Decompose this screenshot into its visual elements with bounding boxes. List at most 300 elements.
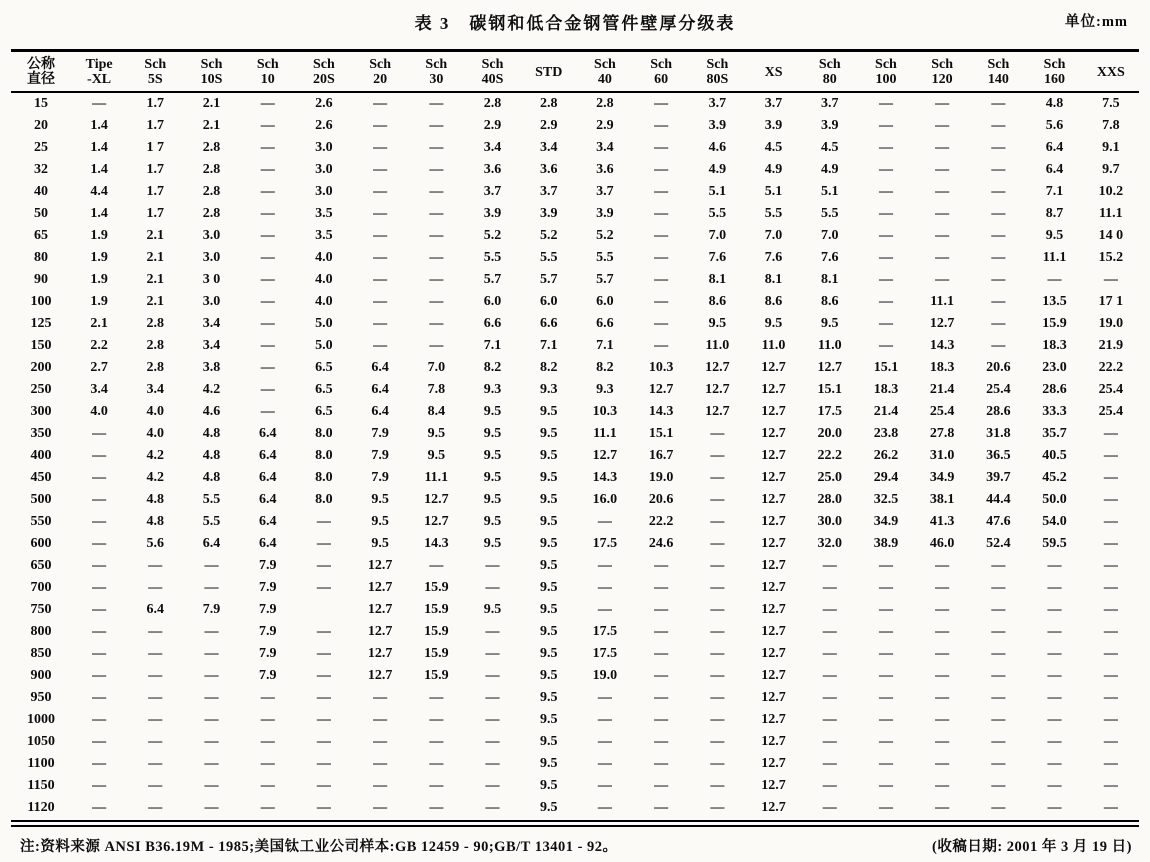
value-cell: 2.8 — [146, 338, 165, 353]
value-cell: — — [373, 734, 388, 749]
value-cell: — — [878, 338, 893, 353]
value-cell: 1.9 — [90, 272, 108, 287]
value-cell: — — [710, 734, 725, 749]
value-cell: 7.9 — [258, 580, 277, 595]
value-cell: — — [148, 800, 163, 815]
value-cell: — — [597, 514, 612, 529]
value-cell: — — [92, 624, 107, 639]
value-cell: 34.9 — [929, 470, 955, 485]
value-cell: 25.0 — [817, 470, 842, 485]
value-cell: 7.9 — [258, 558, 277, 573]
value-cell: — — [373, 96, 388, 111]
value-cell: 9.5 — [483, 492, 502, 507]
value-cell: — — [710, 668, 725, 683]
value-cell: — — [316, 646, 331, 661]
value-cell: 4.0 — [146, 404, 165, 419]
value-cell: — — [991, 272, 1006, 287]
value-cell: 6.0 — [483, 294, 502, 309]
value-cell: 8.0 — [315, 492, 333, 507]
value-cell: — — [373, 316, 388, 331]
value-cell: 4.2 — [202, 382, 221, 397]
value-cell: — — [654, 272, 669, 287]
value-cell: — — [1047, 734, 1062, 749]
value-cell: 12.7 — [761, 492, 786, 507]
value-cell: 12.7 — [761, 624, 786, 639]
value-cell: — — [92, 558, 107, 573]
value-cell: 8.1 — [820, 272, 839, 287]
value-cell: 9.5 — [539, 668, 558, 683]
value-cell: — — [429, 316, 444, 331]
value-cell: 3.9 — [539, 206, 558, 221]
value-cell: — — [260, 382, 275, 397]
value-cell: — — [654, 294, 669, 309]
value-cell: 6.4 — [1045, 140, 1064, 155]
table-row — [11, 511, 1139, 533]
value-cell: — — [991, 140, 1006, 155]
value-cell: — — [429, 294, 444, 309]
column-header: 公称 直径 — [11, 51, 71, 93]
value-cell: — — [1103, 668, 1118, 683]
value-cell: — — [92, 96, 107, 111]
value-cell: 3.0 — [315, 184, 333, 199]
value-cell: 2.8 — [596, 96, 614, 111]
value-cell: — — [878, 624, 893, 639]
value-cell: — — [92, 778, 107, 793]
value-cell: 4.0 — [90, 404, 108, 419]
value-cell: — — [485, 712, 500, 727]
value-cell: — — [935, 184, 950, 199]
value-cell: — — [1047, 624, 1062, 639]
value-cell: 1.9 — [90, 228, 108, 243]
value-cell: 12.7 — [761, 514, 786, 529]
value-cell: 17.5 — [592, 646, 618, 661]
column-header: Sch 80 — [802, 51, 858, 93]
table-row — [11, 753, 1139, 775]
value-cell: 47.6 — [986, 514, 1011, 529]
value-cell: 7.9 — [258, 602, 277, 617]
value-cell: 46.0 — [929, 536, 955, 551]
value-cell: 7.9 — [202, 602, 221, 617]
value-cell: — — [991, 228, 1006, 243]
value-cell: 21.4 — [929, 382, 955, 397]
value-cell: 6.5 — [315, 382, 333, 397]
value-cell: — — [260, 96, 275, 111]
value-cell: — — [204, 690, 219, 705]
value-cell: 5.6 — [146, 536, 165, 551]
value-cell: 8.4 — [427, 404, 446, 419]
value-cell: 2.1 — [146, 294, 165, 309]
value-cell: 1.7 — [146, 184, 165, 199]
value-cell: 4.4 — [90, 184, 108, 199]
value-cell: 3.8 — [202, 360, 221, 375]
value-cell: 10.3 — [648, 360, 674, 375]
value-cell: 11.0 — [705, 338, 730, 353]
value-cell: 12.7 — [761, 668, 786, 683]
value-cell: 3.9 — [708, 118, 727, 133]
value-cell: — — [991, 756, 1006, 771]
value-cell: — — [1047, 580, 1062, 595]
value-cell: 7.0 — [427, 360, 446, 375]
value-cell: — — [260, 228, 275, 243]
nominal-diameter-cell: 50 — [34, 206, 48, 221]
value-cell: — — [373, 778, 388, 793]
value-cell: — — [485, 778, 500, 793]
value-cell: — — [148, 668, 163, 683]
value-cell: 1.4 — [90, 118, 108, 133]
value-cell: — — [1047, 602, 1062, 617]
value-cell: 38.1 — [929, 492, 955, 507]
value-cell: 12.7 — [761, 558, 786, 573]
value-cell: 5.1 — [764, 184, 783, 199]
value-cell: — — [92, 668, 107, 683]
value-cell: 9.5 — [371, 514, 389, 529]
value-cell: 5.7 — [539, 272, 558, 287]
column-header: Sch 100 — [858, 51, 914, 93]
value-cell: 12.7 — [817, 360, 842, 375]
value-cell: 21.4 — [873, 404, 899, 419]
value-cell: 22.2 — [1098, 360, 1124, 375]
value-cell: — — [260, 778, 275, 793]
value-cell: 1.4 — [90, 140, 108, 155]
value-cell: 3.0 — [315, 140, 333, 155]
value-cell: 7.0 — [708, 228, 727, 243]
value-cell: 3.0 — [202, 228, 221, 243]
value-cell: — — [373, 162, 388, 177]
value-cell: — — [654, 756, 669, 771]
value-cell: — — [148, 778, 163, 793]
value-cell: — — [92, 492, 107, 507]
value-cell: — — [878, 668, 893, 683]
table-row — [11, 577, 1139, 599]
nominal-diameter-cell: 750 — [30, 602, 52, 617]
value-cell: — — [822, 624, 837, 639]
value-cell: 5.0 — [315, 316, 333, 331]
value-cell: — — [260, 404, 275, 419]
value-cell: — — [822, 712, 837, 727]
value-cell: — — [991, 734, 1006, 749]
value-cell: 5.5 — [539, 250, 558, 265]
value-cell: — — [597, 558, 612, 573]
value-cell: 3.6 — [539, 162, 558, 177]
value-cell: 7.9 — [371, 426, 389, 441]
value-cell: — — [260, 162, 275, 177]
value-cell: 3.4 — [539, 140, 558, 155]
value-cell: 6.0 — [539, 294, 558, 309]
value-cell: — — [429, 206, 444, 221]
value-cell: — — [204, 646, 219, 661]
value-cell: 15.9 — [424, 668, 449, 683]
value-cell: — — [260, 316, 275, 331]
value-cell: — — [878, 756, 893, 771]
value-cell: — — [316, 514, 331, 529]
nominal-diameter-cell: 200 — [30, 360, 52, 375]
value-cell: 9.5 — [764, 316, 783, 331]
value-cell: 28.6 — [986, 404, 1011, 419]
value-cell: 15.9 — [424, 646, 449, 661]
value-cell: 8.2 — [539, 360, 558, 375]
value-cell: — — [654, 800, 669, 815]
table-row — [11, 665, 1139, 687]
value-cell: — — [878, 250, 893, 265]
value-cell: — — [373, 294, 388, 309]
value-cell: 3.4 — [483, 140, 502, 155]
value-cell: 2.8 — [202, 162, 221, 177]
value-cell: — — [316, 580, 331, 595]
value-cell: — — [373, 228, 388, 243]
value-cell: 4.5 — [764, 140, 783, 155]
value-cell: — — [260, 206, 275, 221]
value-cell: — — [373, 690, 388, 705]
value-cell: 1.4 — [90, 206, 108, 221]
value-cell: — — [991, 162, 1006, 177]
value-cell: 9.5 — [483, 448, 502, 463]
value-cell: — — [204, 558, 219, 573]
value-cell: — — [991, 316, 1006, 331]
nominal-diameter-cell: 500 — [30, 492, 52, 507]
value-cell: — — [429, 558, 444, 573]
value-cell: 12.7 — [761, 470, 786, 485]
value-cell: — — [204, 668, 219, 683]
value-cell: — — [991, 778, 1006, 793]
value-cell: — — [429, 338, 444, 353]
value-cell: 16.7 — [648, 448, 674, 463]
value-cell: — — [316, 624, 331, 639]
column-header: Sch 20S — [296, 51, 352, 93]
value-cell: 12.7 — [761, 404, 786, 419]
value-cell: — — [710, 800, 725, 815]
value-cell: 12.7 — [367, 580, 393, 595]
value-cell: — — [878, 316, 893, 331]
value-cell: 17.5 — [592, 624, 618, 639]
value-cell: — — [260, 734, 275, 749]
value-cell: — — [148, 690, 163, 705]
value-cell: — — [654, 602, 669, 617]
value-cell: 7.9 — [258, 668, 277, 683]
value-cell: — — [654, 118, 669, 133]
value-cell: 9.5 — [539, 448, 558, 463]
value-cell: — — [373, 272, 388, 287]
value-cell: 5.5 — [708, 206, 727, 221]
value-cell: 59.5 — [1042, 536, 1067, 551]
value-cell: 3.7 — [764, 96, 783, 111]
value-cell: — — [878, 800, 893, 815]
value-cell: 22.2 — [648, 514, 674, 529]
value-cell: 5.7 — [596, 272, 614, 287]
value-cell: 30.0 — [817, 514, 842, 529]
value-cell: 2.1 — [146, 228, 165, 243]
value-cell: 2.1 — [202, 118, 221, 133]
value-cell: — — [1103, 536, 1118, 551]
value-cell: — — [991, 624, 1006, 639]
value-cell: — — [991, 338, 1006, 353]
value-cell: — — [485, 646, 500, 661]
nominal-diameter-cell: 900 — [30, 668, 52, 683]
value-cell: — — [878, 690, 893, 705]
value-cell: — — [316, 734, 331, 749]
value-cell: — — [429, 118, 444, 133]
value-cell: 8.0 — [315, 470, 333, 485]
value-cell: 14.3 — [929, 338, 955, 353]
value-cell: — — [654, 338, 669, 353]
pipe-wall-thickness-table — [11, 49, 1139, 819]
value-cell: 2.1 — [146, 272, 165, 287]
value-cell: 2.1 — [146, 250, 165, 265]
value-cell: — — [878, 140, 893, 155]
value-cell: — — [92, 602, 107, 617]
value-cell: — — [148, 734, 163, 749]
value-cell: — — [654, 96, 669, 111]
value-cell: — — [485, 558, 500, 573]
value-cell: 8.2 — [483, 360, 502, 375]
value-cell: 23.0 — [1042, 360, 1067, 375]
value-cell: 8.1 — [764, 272, 783, 287]
value-cell: 15.1 — [873, 360, 899, 375]
nominal-diameter-cell: 20 — [34, 118, 48, 133]
value-cell: — — [429, 734, 444, 749]
value-cell: 12.7 — [367, 624, 393, 639]
nominal-diameter-cell: 1000 — [27, 712, 55, 727]
value-cell: — — [935, 778, 950, 793]
value-cell: — — [935, 96, 950, 111]
nominal-diameter-cell: 15 — [34, 96, 48, 111]
value-cell: — — [710, 426, 725, 441]
value-cell: 9.5 — [483, 602, 502, 617]
value-cell: — — [373, 756, 388, 771]
value-cell: — — [429, 250, 444, 265]
value-cell: 34.9 — [873, 514, 899, 529]
value-cell: 5.7 — [483, 272, 502, 287]
value-cell: 10.3 — [592, 404, 618, 419]
value-cell: — — [1047, 668, 1062, 683]
value-cell: — — [935, 646, 950, 661]
value-cell: — — [1103, 558, 1118, 573]
value-cell: — — [822, 668, 837, 683]
value-cell: — — [260, 800, 275, 815]
value-cell: — — [710, 778, 725, 793]
value-cell: 15.2 — [1098, 250, 1124, 265]
value-cell: — — [92, 580, 107, 595]
value-cell: — — [1103, 426, 1118, 441]
value-cell: — — [1103, 646, 1118, 661]
value-cell: — — [316, 756, 331, 771]
value-cell: 7.9 — [371, 470, 389, 485]
value-cell: 12.7 — [929, 316, 955, 331]
value-cell: 31.0 — [929, 448, 955, 463]
value-cell: — — [710, 580, 725, 595]
nominal-diameter-cell: 100 — [30, 294, 52, 309]
value-cell: 15.1 — [817, 382, 842, 397]
value-cell: 3.4 — [146, 382, 165, 397]
value-cell: — — [429, 162, 444, 177]
value-cell: — — [935, 602, 950, 617]
value-cell: 6.4 — [371, 382, 389, 397]
value-cell: 8.6 — [764, 294, 783, 309]
value-cell: — — [597, 800, 612, 815]
value-cell: 15.9 — [424, 580, 449, 595]
value-cell: — — [710, 712, 725, 727]
table-row — [11, 313, 1139, 335]
value-cell: — — [429, 690, 444, 705]
value-cell: 3.6 — [596, 162, 614, 177]
value-cell: — — [1103, 624, 1118, 639]
value-cell: — — [597, 580, 612, 595]
value-cell: — — [204, 734, 219, 749]
value-cell: — — [429, 228, 444, 243]
nominal-diameter-cell: 300 — [30, 404, 52, 419]
nominal-diameter-cell: 80 — [34, 250, 48, 265]
value-cell: — — [710, 624, 725, 639]
value-cell: — — [991, 96, 1006, 111]
value-cell: 40.5 — [1042, 448, 1067, 463]
value-cell: 9.5 — [539, 536, 558, 551]
value-cell: 9.3 — [539, 382, 558, 397]
value-cell: 3.0 — [315, 162, 333, 177]
value-cell: — — [597, 602, 612, 617]
value-cell: — — [260, 140, 275, 155]
nominal-diameter-cell: 1120 — [27, 800, 55, 815]
value-cell: — — [935, 118, 950, 133]
value-cell: 41.3 — [929, 514, 955, 529]
received-date: (收稿日期: 2001 年 3 月 19 日) — [932, 839, 1132, 855]
value-cell: 20.0 — [817, 426, 842, 441]
value-cell: — — [148, 712, 163, 727]
value-cell: — — [935, 272, 950, 287]
value-cell: 9.5 — [820, 316, 839, 331]
value-cell: 5.5 — [820, 206, 839, 221]
value-cell: 8.6 — [820, 294, 839, 309]
value-cell: 4.8 — [146, 492, 165, 507]
value-cell: 4.0 — [315, 250, 333, 265]
value-cell: — — [935, 624, 950, 639]
value-cell: — — [935, 668, 950, 683]
value-cell: — — [710, 690, 725, 705]
value-cell: — — [822, 734, 837, 749]
source-note: 注:资料来源 ANSI B36.19M - 1985;美国钛工业公司样本:GB 12459 - 90;GB/T 13401 - 92。 — [20, 839, 618, 855]
bottom-double-rule — [11, 820, 1139, 827]
value-cell: 25.4 — [986, 382, 1011, 397]
value-cell: 23.8 — [873, 426, 899, 441]
value-cell: 9.7 — [1102, 162, 1120, 177]
table-row — [11, 775, 1139, 797]
value-cell: — — [822, 580, 837, 595]
value-cell: — — [485, 800, 500, 815]
value-cell: 2.9 — [483, 118, 502, 133]
value-cell: 2.8 — [146, 316, 165, 331]
value-cell: 6.5 — [315, 360, 333, 375]
column-header: Sch 140 — [970, 51, 1026, 93]
value-cell: — — [92, 800, 107, 815]
value-cell: — — [316, 668, 331, 683]
value-cell: 5.2 — [596, 228, 614, 243]
table-row — [11, 555, 1139, 577]
value-cell: 3.4 — [202, 338, 221, 353]
value-cell: 13.5 — [1042, 294, 1067, 309]
value-cell: — — [654, 316, 669, 331]
value-cell: 12.7 — [367, 668, 393, 683]
value-cell: — — [935, 734, 950, 749]
value-cell: 17.5 — [592, 536, 618, 551]
value-cell: — — [935, 558, 950, 573]
value-cell: 9.5 — [539, 778, 558, 793]
value-cell: — — [1047, 646, 1062, 661]
value-cell: — — [1103, 470, 1118, 485]
value-cell: — — [1047, 558, 1062, 573]
value-cell: — — [204, 712, 219, 727]
value-cell: 4.2 — [146, 470, 165, 485]
value-cell: 3.7 — [596, 184, 614, 199]
value-cell: 2.8 — [146, 360, 165, 375]
value-cell: 7.0 — [764, 228, 783, 243]
